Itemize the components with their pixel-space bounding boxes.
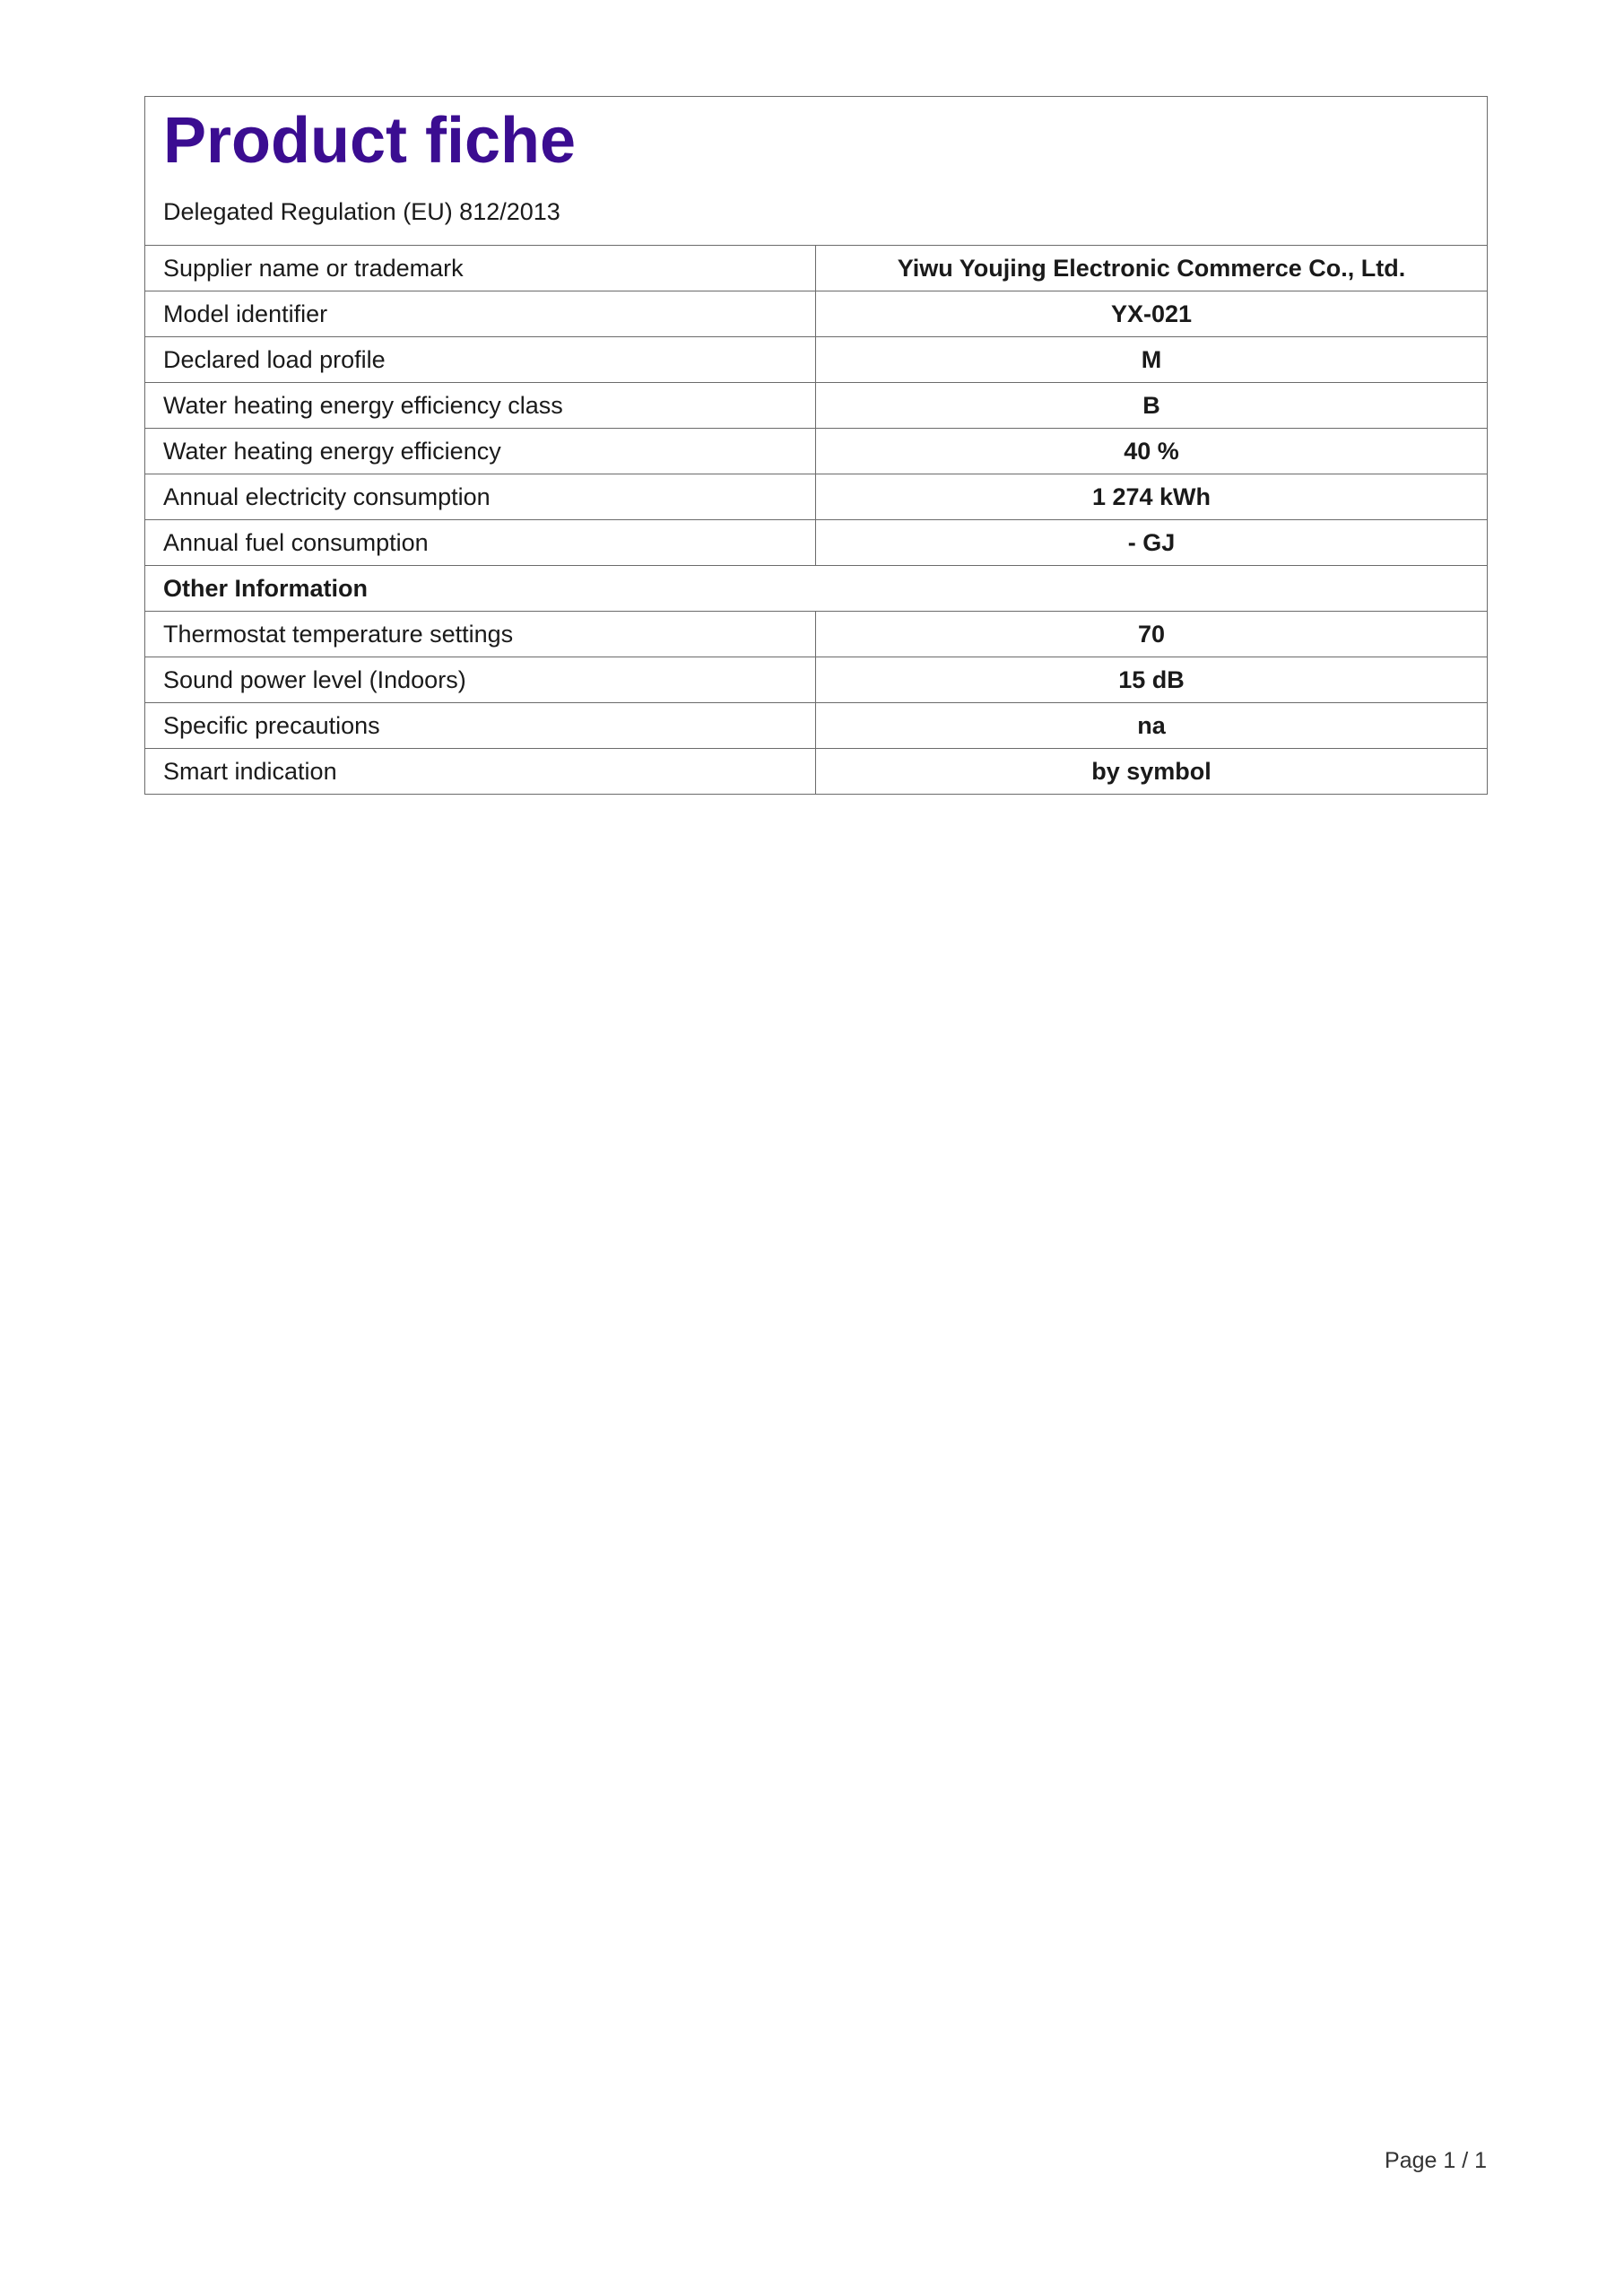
table-row	[145, 429, 1488, 474]
row-label: Water heating energy efficiency	[145, 429, 816, 474]
row-label: Thermostat temperature settings	[145, 612, 816, 657]
section-heading: Other Information	[145, 566, 1488, 612]
row-label: Specific precautions	[145, 703, 816, 749]
row-value: by symbol	[816, 749, 1488, 795]
row-value: 15 dB	[816, 657, 1488, 703]
row-label: Annual electricity consumption	[145, 474, 816, 520]
table-row	[145, 749, 1488, 795]
row-label: Smart indication	[145, 749, 816, 795]
section-heading-row	[145, 566, 1488, 612]
row-value: YX-021	[816, 291, 1488, 337]
table-row	[145, 291, 1488, 337]
row-value: 1 274 kWh	[816, 474, 1488, 520]
row-value: Yiwu Youjing Electronic Commerce Co., Ltd.	[816, 246, 1488, 291]
row-label: Sound power level (Indoors)	[145, 657, 816, 703]
row-value: M	[816, 337, 1488, 383]
regulation-subtitle: Delegated Regulation (EU) 812/2013	[163, 198, 560, 225]
row-label: Declared load profile	[145, 337, 816, 383]
row-label: Supplier name or trademark	[145, 246, 816, 291]
header-cell	[145, 97, 1488, 246]
table-row	[145, 612, 1488, 657]
row-value: na	[816, 703, 1488, 749]
header-row	[145, 97, 1488, 246]
product-fiche-table	[144, 96, 1488, 795]
row-value: B	[816, 383, 1488, 429]
row-value: 70	[816, 612, 1488, 657]
page-title: Product fiche	[163, 105, 577, 177]
page-number: Page 1 / 1	[1385, 2148, 1487, 2173]
row-label: Model identifier	[145, 291, 816, 337]
row-label: Annual fuel consumption	[145, 520, 816, 566]
table-row	[145, 246, 1488, 291]
row-value: 40 %	[816, 429, 1488, 474]
table-row	[145, 337, 1488, 383]
row-label: Water heating energy efficiency class	[145, 383, 816, 429]
table-row	[145, 703, 1488, 749]
table-row	[145, 657, 1488, 703]
table-row	[145, 474, 1488, 520]
table-row	[145, 383, 1488, 429]
row-value: - GJ	[816, 520, 1488, 566]
table-row	[145, 520, 1488, 566]
